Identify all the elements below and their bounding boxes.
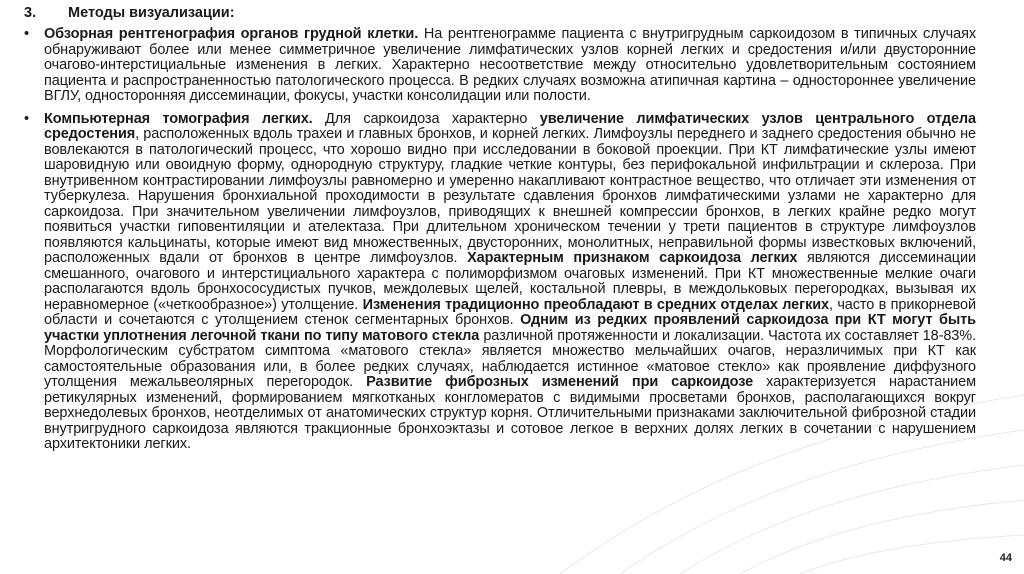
emphasis: Характерным признаком саркоидоза легких: [467, 250, 798, 266]
emphasis: Развитие фиброзных изменений при саркоидозе: [366, 374, 754, 390]
list-item-ct: [24, 112, 976, 453]
bullet: •: [24, 26, 29, 42]
item-text: являются диссеминации смешанного, очагового и интерстициального характера с полиморфизмом очаговых изменений. При КТ множественные мелкие очаги располагаются вдоль бронхососудистых пучков, междолевых щелей, костальной плевры, в междольковых перегородках, вызывая их неравномерное («четкообразное») утолщение.: [44, 250, 976, 313]
list-item-radiography: [24, 27, 976, 105]
emphasis: Одним из редких проявлений саркоидоза при КТ могут быть участки уплотнения легочной ткани по типу матового стекла: [44, 312, 976, 344]
item-title: Компьютерная томография легких.: [44, 110, 313, 127]
slide-content: [24, 4, 976, 460]
item-text: , расположенных вдоль трахеи и главных бронхов, и корней легких. Лимфоузлы переднего и заднего средостения обычно не вовлекаются в патологический процесс, что хорошо видно при исследовании в боковой проекции. При КТ лимфатические узлы имеют шаровидную или овоидную форму, однородную структуру, гладкие четкие контуры, без перифокальной инфильтрации и склероза. При внутривенном контрастировании лимфоузлы равномерно и умеренно накапливают контрастное вещество, что отличает эти изменения от туберкулеза. Нарушения бронхиальной проходимости в результате сдавления бронхов лимфатическими узлами не характерно для саркоидоза. При значительном увеличении лимфоузлов, приводящих к внешней компрессии бронхов, в легких крайне редко могут появиться участки гиповентиляции и ателектаза. При длительном хроническом течении у трети пациентов в структуре лимфоузлов появляются кальцинаты, которые имеют вид множественных, двусторонних, монолитных, неправильной формы известковых включений, расположенных вдали от бронхов в центре лимфоузлов.: [44, 126, 976, 266]
item-text: Для саркоидоза характерно: [312, 110, 540, 127]
bullet: •: [24, 110, 29, 127]
item-text: характеризуется нарастанием ретикулярных изменений, формированием мягкотканых конгломератов с видимыми просветами бронхов, располагающихся вокруг верхнедолевых бронхов, неотделимых от анатомических структур корня. Отличительными признаками заключительной фиброзной стадии внутригрудного саркоидоза являются тракционные бронхоэктазы и сотовое легкое в верхних долях легких в сочетании с нарушением архитектоники легких.: [44, 374, 976, 452]
item-title: Обзорная рентгенография органов грудной клетки.: [44, 26, 419, 42]
section-heading: [24, 4, 976, 22]
item-text: различной протяженности и локализации. Частота их составляет 18-83%. Морфологическим субстратом симптома «матового стекла» является множество мельчайших очагов, неразличимых при КТ как самостоятельные образования или, в более редких случаях, наблюдается истинное «матовое стекло» как проявление диффузного утолщения межальвеолярных перегородок.: [44, 327, 976, 390]
section-title: Методы визуализации:: [68, 5, 235, 21]
item-text: На рентгенограмме пациента с внутригрудным саркоидозом в типичных случаях обнаруживают более или менее симметричное увеличение лимфатических узлов корней легких и средостения и/или двусторонние очагово-интерстициальные изменения в легких. Характерно несоответствие между относительно удовлетворительным состоянием пациента и распространенностью патологического процесса. В редких случаях возможна атипичная картина – одностороннее увеличение ВГЛУ, односторонняя диссеминации, фокусы, участки консолидации или полости.: [44, 26, 976, 104]
section-number: 3.: [24, 5, 37, 21]
item-text: , часто в прикорневой области и сочетаются с утолщением стенок сегментарных бронхов.: [44, 296, 976, 328]
emphasis: Изменения традиционно преобладают в средних отделах легких: [362, 296, 830, 313]
page-number: 44: [999, 552, 1012, 564]
emphasis: увеличение лимфатических узлов центрального отдела средостения: [44, 110, 977, 142]
